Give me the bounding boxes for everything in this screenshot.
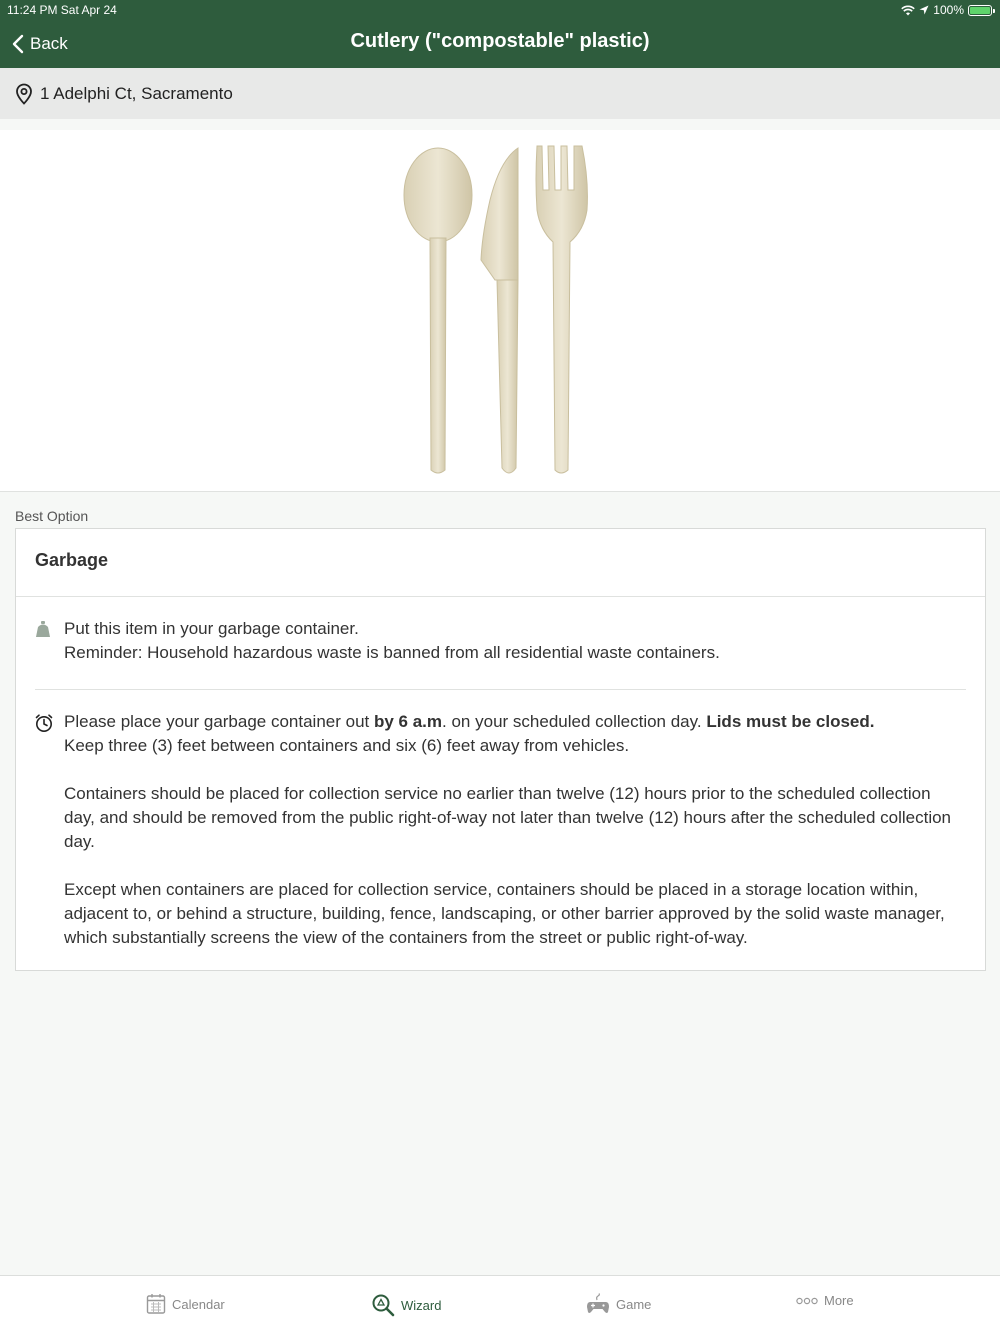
option-title: Garbage	[16, 529, 985, 597]
schedule-paragraph-1: Please place your garbage container out by 6 a.m. on your scheduled collection day. Lids must be closed. Keep three (3) feet between containers and six (6) feet away from vehicles.	[64, 712, 875, 755]
back-button[interactable]	[12, 32, 68, 56]
location-bar[interactable]	[0, 68, 1000, 119]
tab-wizard-label: Wizard	[401, 1297, 442, 1313]
wizard-search-icon	[371, 1293, 395, 1317]
disposal-option-card	[15, 528, 986, 971]
map-pin-icon	[14, 83, 34, 105]
wifi-icon	[901, 5, 915, 16]
battery-percent: 100%	[933, 3, 964, 17]
item-image	[0, 130, 1000, 492]
schedule-text	[64, 710, 966, 950]
tab-calendar-label: Calendar	[172, 1296, 225, 1312]
fork-shape	[536, 146, 587, 473]
back-label: Back	[30, 34, 68, 53]
schedule-paragraph-3: Except when containers are placed for collection service, containers should be placed in a storage location within, adjacent to, or behind a structure, building, fence, landscaping, or other barrier approved by the solid waste manager, which substantially screens the view of the containers from the street or public right-of-way.	[64, 880, 945, 947]
navigation-header	[0, 0, 1000, 68]
tab-game-label: Game	[616, 1296, 652, 1312]
page-title: Cutlery ("compostable" plastic)	[350, 30, 650, 52]
tab-wizard[interactable]	[371, 1293, 441, 1317]
chevron-left-icon	[12, 34, 24, 54]
calendar-icon	[146, 1293, 166, 1315]
instruction-text: Put this item in your garbage container.	[64, 619, 359, 638]
instruction-row	[16, 597, 985, 689]
knife-shape	[481, 148, 518, 473]
section-label: Best Option	[15, 508, 89, 524]
tab-more[interactable]	[796, 1293, 854, 1308]
battery-icon	[968, 5, 992, 16]
address-text: 1 Adelphi Ct, Sacramento	[40, 83, 233, 103]
game-controller-icon	[586, 1293, 610, 1315]
schedule-row	[16, 690, 985, 950]
tab-game[interactable]	[586, 1293, 651, 1315]
tab-more-label: More	[824, 1293, 854, 1308]
alarm-clock-icon	[34, 713, 54, 733]
status-indicators	[901, 3, 992, 17]
cutlery-illustration	[0, 130, 1000, 492]
more-dots-icon	[796, 1297, 818, 1305]
tab-calendar[interactable]	[146, 1293, 225, 1315]
garbage-bin-icon	[34, 620, 52, 638]
spoon-shape	[404, 148, 472, 473]
reminder-text: Reminder: Household hazardous waste is banned from all residential waste containers.	[64, 643, 720, 662]
schedule-paragraph-2: Containers should be placed for collection service no earlier than twelve (12) hours prior to the scheduled collection day, and should be removed from the public right-of-way not later than twelve (12) hours after the scheduled collection day.	[64, 784, 952, 851]
location-arrow-icon	[919, 5, 929, 15]
status-time-date: 11:24 PM Sat Apr 24	[7, 3, 117, 17]
tab-bar	[0, 1275, 1000, 1334]
